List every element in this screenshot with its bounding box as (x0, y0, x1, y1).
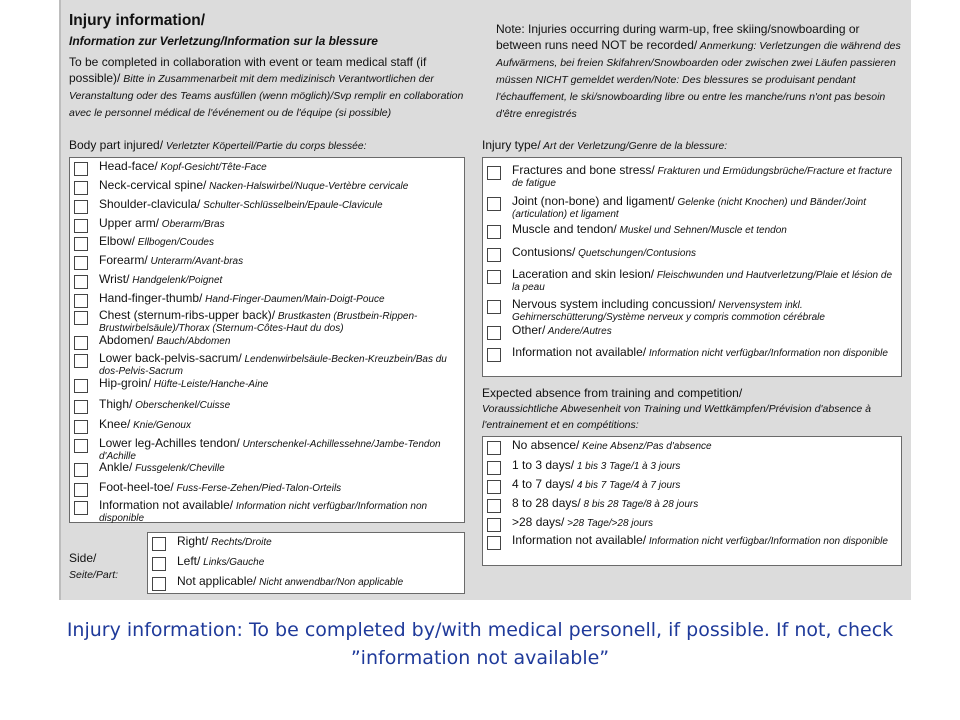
absence-option-en: 4 to 7 days/ (512, 477, 575, 491)
side-checkbox[interactable] (152, 537, 166, 551)
injury-type-option-en: Information not available/ (512, 345, 647, 359)
absence-option-tr: 1 bis 3 Tage/1 à 3 jours (574, 461, 681, 472)
injury-type-option-en: Joint (non-bone) and ligament/ (512, 194, 675, 208)
body-part-option-en: Foot-heel-toe/ (99, 480, 174, 494)
body-part-option-label (99, 419, 460, 431)
side-checkbox[interactable] (152, 577, 166, 591)
body-part-option-tr: Kopf-Gesicht/Tête-Face (157, 162, 267, 173)
body-part-option-en: Hand-finger-thumb/ (99, 291, 203, 305)
body-part-option-label (99, 199, 460, 211)
injury-type-option-tr: Information nicht verfügbar/Information non disponible (646, 348, 888, 359)
body-part-label-tr: Verletzter Köperteil/Partie du corps blessée: (163, 141, 367, 152)
body-part-checkbox[interactable] (74, 294, 88, 308)
body-part-option-en: Elbow/ (99, 234, 136, 248)
body-part-option-tr: Nacken-Halswirbel/Nuque-Vertèbre cervicale (206, 181, 409, 192)
body-part-option-tr: Hüfte-Leiste/Hanche-Aine (151, 379, 269, 390)
body-part-option-label (99, 500, 460, 524)
body-part-checkbox[interactable] (74, 501, 88, 515)
injury-type-label (482, 138, 727, 152)
body-part-label-en: Body part injured/ (69, 138, 164, 152)
body-part-option-en: Information not available/ (99, 498, 234, 512)
absence-label-en: Expected absence from training and competition/ (482, 386, 743, 400)
body-part-option-en: Knee/ (99, 417, 131, 431)
intro-main: To be completed in collaboration with event or team medical staff (if possible)/ (69, 55, 427, 85)
absence-option-label (512, 479, 897, 491)
body-part-checkbox[interactable] (74, 162, 88, 176)
injury-type-checkbox[interactable] (487, 270, 501, 284)
body-part-option-label (99, 438, 460, 462)
body-part-checkbox[interactable] (74, 311, 88, 325)
body-part-option-tr: Fuss-Ferse-Zehen/Pied-Talon-Orteils (173, 483, 342, 494)
injury-type-option-tr: Frakturen und Ermüdungsbrüche/Fracture et fracture de fatigue (512, 166, 893, 189)
injury-type-option-en: Muscle and tendon/ (512, 222, 617, 236)
slide-edge (59, 0, 61, 600)
body-part-option-en: Ankle/ (99, 460, 133, 474)
body-part-option-en: Chest (sternum-ribs-upper back)/ (99, 308, 276, 322)
absence-checkbox[interactable] (487, 441, 501, 455)
side-option-label (177, 556, 460, 568)
injury-type-option-label (512, 269, 897, 293)
injury-type-option-label (512, 165, 897, 189)
body-part-option-label (99, 378, 460, 390)
body-part-box (69, 157, 465, 523)
body-part-checkbox[interactable] (74, 463, 88, 477)
body-part-option-label (99, 335, 460, 347)
body-part-option-label (99, 236, 460, 248)
form-title: Injury information/ (69, 12, 206, 29)
absence-label (482, 386, 902, 433)
body-part-option-tr: Lendenwirbelsäule-Becken-Kreuzbein/Bas du dos-Pelvis-Sacrum (99, 354, 447, 377)
body-part-option-en: Thigh/ (99, 397, 133, 411)
body-part-checkbox[interactable] (74, 336, 88, 350)
absence-option-en: >28 days/ (512, 515, 565, 529)
body-part-option-label (99, 161, 460, 173)
body-part-option-en: Abdomen/ (99, 333, 154, 347)
note-translation: Anmerkung: Verletzungen die während des Aufwärmens, bei freien Skifahren/Snowboarden oder zwischen zwei Läufen passieren müssen NICHT gemeldet werden/Note: Des blessures se produisant pendant l'échauffement, le ski/snowboarding libre ou entre les manche/runs n'ont pas besoin d'être enregistrés (496, 40, 901, 120)
absence-option-label (512, 460, 897, 472)
injury-type-option-tr: Gelenke (nicht Knochen) und Bänder/Joint (articulation) et ligament (512, 197, 867, 220)
injury-type-checkbox[interactable] (487, 166, 501, 180)
body-part-checkbox[interactable] (74, 400, 88, 414)
injury-type-checkbox[interactable] (487, 197, 501, 211)
absence-checkbox[interactable] (487, 461, 501, 475)
absence-checkbox[interactable] (487, 518, 501, 532)
injury-type-option-tr: Nervensystem inkl. Gehirnerschütterung/Système nerveux y compris commotion cérébrale (512, 300, 825, 323)
body-part-option-tr: Unterarm/Avant-bras (147, 256, 244, 267)
body-part-checkbox[interactable] (74, 439, 88, 453)
absence-box (482, 436, 902, 566)
body-part-option-label (99, 482, 460, 494)
body-part-option-tr: Oberschenkel/Cuisse (132, 400, 231, 411)
side-option-en: Not applicable/ (177, 574, 257, 588)
injury-type-option-tr: Andere/Autres (545, 326, 612, 337)
absence-option-label (512, 517, 897, 529)
body-part-option-en: Upper arm/ (99, 216, 160, 230)
body-part-option-tr: Fussgelenk/Cheville (132, 463, 225, 474)
body-part-checkbox[interactable] (74, 379, 88, 393)
body-part-option-label (99, 274, 460, 286)
absence-option-en: Information not available/ (512, 533, 647, 547)
absence-option-label (512, 498, 897, 510)
intro-translation: Bitte in Zusammenarbeit mit dem medizinisch Verantwortlichen der Veranstaltung oder des Teams ausfüllen (wenn möglich)/Svp remplir en collaboration avec le personnel médical de l'événement ou de l'équipe (si possible) (69, 73, 464, 119)
body-part-option-en: Lower leg-Achilles tendon/ (99, 436, 240, 450)
body-part-label (69, 138, 366, 152)
injury-type-option-en: Fractures and bone stress/ (512, 163, 655, 177)
body-part-option-tr: Knie/Genoux (130, 420, 191, 431)
injury-type-option-en: Other/ (512, 323, 546, 337)
absence-option-tr: Keine Absenz/Pas d'absence (579, 441, 712, 452)
body-part-option-label (99, 293, 460, 305)
body-part-checkbox[interactable] (74, 354, 88, 368)
body-part-option-tr: Brustkasten (Brustbein-Rippen-Brustwirbelsäule)/Thorax (Sternum-Côtes-Haut du dos) (99, 311, 418, 334)
body-part-option-label (99, 180, 460, 192)
injury-type-checkbox[interactable] (487, 225, 501, 239)
absence-option-en: 8 to 28 days/ (512, 496, 581, 510)
body-part-checkbox[interactable] (74, 420, 88, 434)
body-part-option-en: Wrist/ (99, 272, 130, 286)
body-part-option-tr: Ellbogen/Coudes (135, 237, 214, 248)
body-part-checkbox[interactable] (74, 483, 88, 497)
body-part-option-en: Neck-cervical spine/ (99, 178, 207, 192)
side-option-en: Left/ (177, 554, 201, 568)
injury-type-option-tr: Fleischwunden und Hautverletzung/Plaie et lésion de la peau (512, 270, 893, 293)
body-part-option-tr: Unterschenkel-Achillessehne/Jambe-Tendon d'Achille (99, 439, 441, 462)
side-box (147, 532, 465, 594)
absence-option-en: No absence/ (512, 438, 580, 452)
side-label (69, 550, 118, 583)
injury-type-option-label (512, 247, 897, 259)
injury-type-option-label (512, 224, 897, 236)
side-option-tr: Nicht anwendbar/Non applicable (256, 577, 404, 588)
side-label-en: Side/ (69, 551, 97, 565)
body-part-option-en: Shoulder-clavicula/ (99, 197, 201, 211)
absence-checkbox[interactable] (487, 499, 501, 513)
body-part-option-label (99, 218, 460, 230)
body-part-option-tr: Information nicht verfügbar/Information non disponible (99, 501, 428, 524)
injury-type-label-tr: Art der Verletzung/Genre de la blessure: (540, 141, 728, 152)
absence-label-tr: Voraussichtliche Abwesenheit von Training und Wettkämpfen/Prévision d'absence à l'entrainement et en compétitions: (482, 403, 871, 431)
form-subtitle: Information zur Verletzung/Information sur la blessure (69, 34, 378, 48)
body-part-option-en: Lower back-pelvis-sacrum/ (99, 351, 242, 365)
body-part-option-tr: Hand-Finger-Daumen/Main-Doigt-Pouce (202, 294, 385, 305)
side-checkbox[interactable] (152, 557, 166, 571)
absence-option-tr: >28 Tage/>28 jours (564, 518, 653, 529)
injury-type-option-tr: Quetschungen/Contusions (575, 248, 697, 259)
absence-option-tr: Information nicht verfügbar/Information non disponible (646, 536, 888, 547)
injury-type-option-en: Nervous system including concussion/ (512, 297, 716, 311)
side-option-tr: Links/Gauche (200, 557, 265, 568)
body-part-option-en: Hip-groin/ (99, 376, 152, 390)
absence-option-label (512, 440, 897, 452)
injury-type-option-tr: Muskel und Sehnen/Muscle et tendon (616, 225, 787, 236)
injury-type-checkbox[interactable] (487, 348, 501, 362)
side-option-label (177, 576, 460, 588)
body-part-checkbox[interactable] (74, 237, 88, 251)
absence-option-tr: 4 bis 7 Tage/4 à 7 jours (574, 480, 681, 491)
injury-form (59, 0, 911, 600)
absence-option-tr: 8 bis 28 Tage/8 à 28 jours (580, 499, 699, 510)
injury-type-label-en: Injury type/ (482, 138, 541, 152)
side-label-tr: Seite/Part: (69, 569, 119, 581)
slide-caption: Injury information: To be completed by/with medical personell, if possible. If not, check ”information not available” (66, 619, 894, 669)
body-part-checkbox[interactable] (74, 275, 88, 289)
body-part-checkbox[interactable] (74, 219, 88, 233)
absence-checkbox[interactable] (487, 536, 501, 550)
injury-type-option-label (512, 347, 897, 359)
injury-type-option-label (512, 299, 897, 323)
note-text (496, 21, 901, 122)
injury-type-checkbox[interactable] (487, 248, 501, 262)
injury-type-box (482, 157, 902, 377)
side-option-label (177, 536, 460, 548)
injury-type-option-label (512, 196, 897, 220)
absence-checkbox[interactable] (487, 480, 501, 494)
body-part-option-tr: Schulter-Schlüsselbein/Epaule-Clavicule (200, 200, 383, 211)
injury-type-checkbox[interactable] (487, 326, 501, 340)
side-option-tr: Rechts/Droite (208, 537, 272, 548)
injury-type-checkbox[interactable] (487, 300, 501, 314)
absence-option-label (512, 535, 897, 547)
absence-option-en: 1 to 3 days/ (512, 458, 575, 472)
body-part-option-label (99, 353, 460, 377)
body-part-option-tr: Bauch/Abdomen (153, 336, 231, 347)
body-part-option-label (99, 462, 460, 474)
body-part-option-tr: Oberarm/Bras (159, 219, 225, 230)
body-part-option-tr: Handgelenk/Poignet (129, 275, 223, 286)
injury-type-option-label (512, 325, 897, 337)
body-part-checkbox[interactable] (74, 200, 88, 214)
body-part-checkbox[interactable] (74, 256, 88, 270)
body-part-option-en: Forearm/ (99, 253, 148, 267)
body-part-option-label (99, 255, 460, 267)
intro-text (69, 54, 469, 121)
body-part-checkbox[interactable] (74, 181, 88, 195)
injury-type-option-en: Laceration and skin lesion/ (512, 267, 655, 281)
body-part-option-en: Head-face/ (99, 159, 158, 173)
note-main: Note: Injuries occurring during warm-up, free skiing/snowboarding or between runs need NOT be recorded/ (496, 22, 860, 52)
injury-type-option-en: Contusions/ (512, 245, 576, 259)
side-option-en: Right/ (177, 534, 209, 548)
body-part-option-label (99, 399, 460, 411)
body-part-option-label (99, 310, 460, 334)
